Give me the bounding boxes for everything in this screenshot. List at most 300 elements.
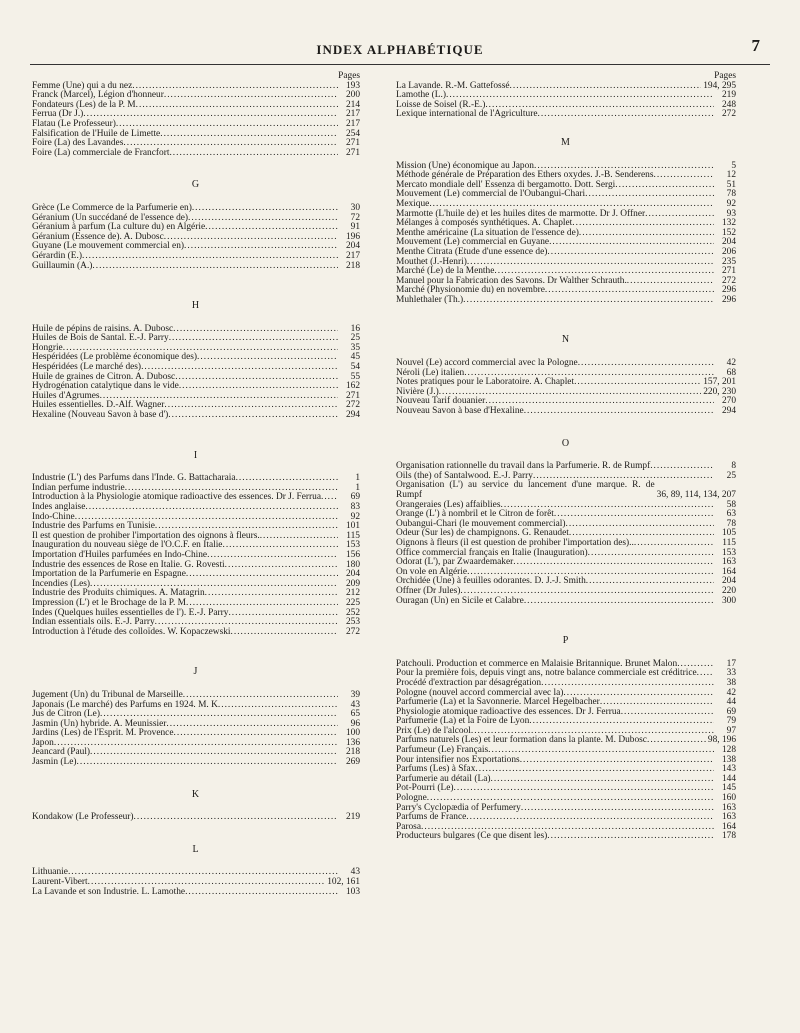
section-letter: H — [191, 300, 201, 312]
entry-pages: 214 — [345, 99, 360, 110]
entry-pages: 51 — [726, 179, 736, 190]
page-header — [30, 36, 770, 62]
entry-pages: 143 — [721, 764, 736, 775]
entry-title: Hespéridées (Le problème économique des) — [32, 352, 198, 363]
entry-pages: 217 — [345, 118, 360, 129]
entry-title: Marché (Physionomie du) en novembre — [396, 285, 545, 296]
leader-dots — [134, 813, 338, 823]
leader-dots — [164, 401, 338, 411]
entry-title: Organisation (L') au service du lancement d'une marque. R. de Rumpf — [396, 480, 655, 500]
index-entry — [32, 758, 360, 768]
entry-title: Huiles essentielles. D.-Alf. Wagner — [32, 400, 165, 411]
entry-title: Parfums de France — [396, 812, 467, 823]
entry-pages: 69 — [726, 706, 736, 717]
entry-title: Mission (Une) économique au Japon — [396, 160, 534, 171]
entry-pages: 254 — [345, 128, 360, 139]
entry-title: Mercato mondiale dell' Essenza di bergamotto. Dott. Sergi — [396, 179, 616, 190]
leader-dots — [697, 669, 714, 679]
entry-pages: 35 — [350, 342, 360, 353]
entry-title: Parfumerie (La) et la Savonnerie. Marcel Hegelbacher — [396, 697, 600, 708]
leader-dots — [645, 210, 714, 220]
entry-title: Gérardin (E.) — [32, 250, 82, 261]
entry-title: Orangeraies (Les) affaiblies — [396, 499, 501, 510]
entry-pages: 97 — [726, 725, 736, 736]
entry-title: La Lavande. R.-M. Gattefossé — [396, 80, 510, 91]
leader-dots — [168, 411, 338, 421]
entry-title: Loisse de Soisel (R.-E.) — [396, 99, 486, 110]
leader-dots — [650, 462, 714, 472]
leader-dots — [475, 765, 714, 775]
leader-dots — [90, 748, 338, 758]
entry-title: Méthode générale de Préparation des Ethers oxydes. J.-B. Senderens — [396, 170, 654, 181]
section-letter: P — [562, 635, 570, 647]
leader-dots — [192, 204, 338, 214]
entry-pages: 271 — [345, 147, 360, 158]
entry-pages: 65 — [350, 709, 360, 720]
entry-title: Huile de pépins de raisins. A. Dubosc — [32, 323, 174, 334]
entry-title: Odorat (L'), par Zwaardemaker — [396, 557, 514, 568]
leader-dots — [547, 832, 714, 842]
entry-title: Lexique international de l'Agriculture — [396, 109, 538, 120]
entry-title: Il est question de prohiber l'importation des oignons à fleurs. — [32, 530, 260, 541]
entry-pages: 204 — [721, 576, 736, 587]
index-entry — [396, 110, 736, 120]
entry-pages: 42 — [726, 687, 736, 698]
entry-pages: 136 — [345, 737, 360, 748]
entry-title: Indian essentials oils. E.-J. Parry — [32, 617, 155, 628]
entry-title: Indes (Quelques huiles essentielles de l'). E.-J. Parry — [32, 607, 229, 618]
entry-title: Introduction à la Physiologie atomique radioactive des essences. Dr J. Ferrua — [32, 492, 321, 503]
entry-pages: 271 — [721, 266, 736, 277]
entry-pages: 16 — [350, 323, 360, 334]
entry-title: Laurent-Vibert — [32, 877, 88, 888]
entry-pages: 102, 161 — [327, 877, 360, 888]
right-column — [396, 72, 736, 842]
entry-title: Nouvel (Le) accord commercial avec la Pologne — [396, 358, 578, 369]
entry-pages: 220, 230 — [703, 386, 736, 397]
leader-dots — [179, 382, 338, 392]
leader-dots — [164, 233, 338, 243]
entry-title: Ferrua (Dr J.) — [32, 109, 84, 120]
leader-dots — [446, 91, 714, 101]
entry-pages: 12 — [726, 170, 736, 181]
leader-dots — [83, 110, 338, 120]
entry-title: Huiles de Bois de Santal. E.-J. Parry — [32, 333, 169, 344]
pages-label: Pages — [338, 71, 360, 81]
entry-pages: 294 — [721, 406, 736, 417]
leader-dots — [169, 149, 338, 159]
entry-pages: 218 — [345, 260, 360, 271]
entry-title: Foire (La) des Lavandes — [32, 138, 124, 149]
leader-dots — [547, 248, 714, 258]
entry-title: La Lavande et son Industrie. L. Lamothe — [32, 886, 186, 897]
leader-dots — [579, 229, 714, 239]
entry-pages: 25 — [350, 333, 360, 344]
entry-pages: 101 — [345, 521, 360, 532]
entry-pages: 43 — [350, 699, 360, 710]
entry-pages: 92 — [726, 198, 736, 209]
entry-pages: 78 — [726, 518, 736, 529]
entry-title: Jasmin (Le) — [32, 757, 77, 768]
entry-pages: 217 — [345, 250, 360, 261]
entry-pages: 296 — [721, 294, 736, 305]
entry-title: Jus de Citron (Le) — [32, 709, 100, 720]
entry-pages: 269 — [345, 757, 360, 768]
leader-dots — [554, 510, 714, 520]
entry-pages: 270 — [721, 396, 736, 407]
index-entry — [396, 378, 736, 388]
leader-dots — [77, 758, 338, 768]
entry-title: Producteurs bulgares (Ce que disent les) — [396, 831, 548, 842]
leader-dots — [513, 558, 714, 568]
entry-pages: 164 — [721, 566, 736, 577]
entry-pages: 92 — [350, 511, 360, 522]
entry-title: Pologne (nouvel accord commercial avec la) — [396, 687, 564, 698]
entry-title: Mélanges à composés synthétiques. A. Chaplet — [396, 218, 573, 229]
entry-title: Nouveau Savon à base d'Hexaline — [396, 406, 524, 417]
entry-title: Lithuanie — [32, 867, 68, 878]
entry-pages: 72 — [350, 212, 360, 223]
leader-dots — [586, 577, 714, 587]
index-entry — [32, 748, 360, 758]
pages-label: Pages — [714, 71, 736, 81]
header-rule — [30, 64, 770, 65]
entry-pages: 55 — [350, 371, 360, 382]
entry-title: Parry's Cyclopædia of Perfumery — [396, 802, 521, 813]
section-letter: J — [193, 666, 199, 678]
entry-title: Foire (La) commerciale de Francfort — [32, 147, 170, 158]
leader-dots — [174, 729, 339, 739]
entry-title: Oubangui-Chari (le mouvement commercial) — [396, 518, 566, 529]
entry-title: Parfums (Les) à Sfax — [396, 764, 476, 775]
leader-dots — [136, 101, 338, 111]
entry-title: Fondateurs (Les) de la P. M — [32, 99, 136, 110]
entry-title: Muhlethaler (Th.) — [396, 294, 464, 305]
leader-dots — [54, 739, 338, 749]
section-letter: N — [561, 334, 571, 346]
index-entry — [32, 149, 360, 159]
entry-title: Pot-Pourri (Le) — [396, 783, 454, 794]
index-entry — [32, 729, 360, 739]
index-entry — [396, 407, 736, 417]
leader-dots — [166, 720, 338, 730]
entry-pages: 30 — [350, 202, 360, 213]
entry-pages: 132 — [721, 218, 736, 229]
entry-pages: 220 — [721, 585, 736, 596]
index-entry — [32, 503, 360, 513]
entry-pages: 200 — [345, 90, 360, 101]
index-entry — [32, 628, 360, 638]
entry-title: Parfumerie au détail (La) — [396, 773, 491, 784]
leader-dots — [205, 223, 338, 233]
entry-pages: 54 — [350, 362, 360, 373]
entry-title: Parfums naturels (Les) et leur formation dans la plante. M. Dubosc — [396, 735, 647, 746]
entry-pages: 252 — [345, 607, 360, 618]
entry-title: Patchouli. Production et commerce en Malaisie Britannique. Brunet Malon — [396, 658, 678, 669]
leader-dots — [529, 717, 714, 727]
leader-dots — [615, 181, 714, 191]
entry-title: Parosa — [396, 821, 421, 832]
index-entry — [396, 784, 736, 794]
entry-title: Hongrie — [32, 342, 63, 353]
entry-title: Incendies (Les) — [32, 578, 91, 589]
leader-dots — [228, 609, 338, 619]
entry-title: Mexique — [396, 198, 430, 209]
entry-title: Importation de la Parfumerie en Espagne — [32, 569, 186, 580]
section-letter: M — [561, 136, 571, 148]
entry-title: Jasmin (Un) hybride. A. Meunissier — [32, 718, 167, 729]
entry-pages: 300 — [721, 595, 736, 606]
leader-dots — [541, 679, 714, 689]
leader-dots — [634, 539, 714, 549]
entry-pages: 138 — [721, 754, 736, 765]
index-entry — [396, 597, 736, 607]
leader-dots — [236, 474, 338, 484]
leader-dots — [588, 549, 714, 559]
entry-pages: 178 — [721, 831, 736, 842]
entry-title: Importation d'Huiles parfumées en Indo-Chine — [32, 549, 208, 560]
entry-pages: 145 — [721, 783, 736, 794]
section-letter: G — [191, 179, 201, 191]
entry-title: Organisation rationnelle du travail dans la Parfumerie. R. de Rumpf — [396, 461, 651, 472]
entry-pages: 157, 201 — [703, 377, 736, 388]
entry-pages: 42 — [726, 358, 736, 369]
entry-pages: 36, 89, 114, 134, 207 — [656, 490, 736, 500]
entry-pages: 160 — [721, 793, 736, 804]
entry-pages: 98, 196 — [707, 735, 736, 746]
index-entry — [396, 832, 736, 842]
entry-title: Introduction à l'étude des colloïdes. W. Kopaczewski — [32, 626, 231, 637]
entry-pages: 219 — [721, 90, 736, 101]
leader-dots — [574, 378, 701, 388]
index-entry — [396, 481, 736, 500]
entry-pages: 193 — [345, 80, 360, 91]
entry-title: Ouragan (Un) en Sicile et Calabre — [396, 595, 524, 606]
leader-dots — [578, 359, 714, 369]
entry-title: Office commercial français en Italie (Inauguration) — [396, 547, 588, 558]
entry-title: Hexaline (Nouveau Savon à base d') — [32, 410, 169, 421]
entry-title: Parfumerie (La) et la Foire de Lyon — [396, 716, 530, 727]
leader-dots — [524, 407, 714, 417]
entry-pages: 163 — [721, 802, 736, 813]
entry-pages: 43 — [350, 867, 360, 878]
entry-title: Industrie des Produits chimiques. A. Matagrin — [32, 588, 205, 599]
leader-dots — [467, 258, 714, 268]
leader-dots — [207, 551, 338, 561]
leader-dots — [68, 868, 338, 878]
leader-dots — [231, 628, 338, 638]
entry-pages: 144 — [721, 773, 736, 784]
leader-dots — [537, 110, 714, 120]
page-number: 7 — [751, 36, 760, 55]
entry-pages: 153 — [345, 540, 360, 551]
index-entry — [32, 888, 360, 898]
entry-title: Oignons à fleurs (il est question de prohiber l'importation des).. — [396, 537, 634, 548]
leader-dots — [490, 775, 714, 785]
entry-title: Franck (Marcel), Légion d'honneur — [32, 90, 164, 101]
section-letter: O — [561, 437, 571, 449]
index-entry — [32, 334, 360, 344]
leader-dots — [188, 214, 338, 224]
leader-dots — [222, 541, 338, 551]
entry-pages: 25 — [726, 470, 736, 481]
entry-pages: 248 — [721, 99, 736, 110]
entry-title: Physiologie atomique radioactive des essences. Dr J. Ferrua — [396, 706, 621, 717]
leader-dots — [225, 561, 338, 571]
entry-pages: 272 — [345, 626, 360, 637]
entry-pages: 204 — [345, 241, 360, 252]
entry-title: Jardins (Les) de l'Esprit. M. Provence — [32, 728, 174, 739]
entry-title: Oils (the) of Santalwood. E.-J. Parry — [396, 470, 533, 481]
leader-dots — [184, 242, 338, 252]
leader-dots — [260, 532, 338, 542]
leader-dots — [521, 804, 714, 814]
entry-pages: 272 — [345, 400, 360, 411]
left-column — [32, 72, 360, 897]
section-letter: I — [193, 449, 199, 461]
entry-pages: 38 — [726, 677, 736, 688]
leader-dots — [85, 503, 338, 513]
leader-dots — [454, 784, 714, 794]
entry-title: Indo-Chine — [32, 511, 75, 522]
entry-title: Offner (Dr Jules) — [396, 585, 461, 596]
entry-pages: 163 — [721, 557, 736, 568]
entry-pages: 105 — [721, 528, 736, 539]
entry-pages: 296 — [721, 285, 736, 296]
entry-title: Inauguration du nouveau siège de l'O.C.F. en Italie — [32, 540, 223, 551]
entry-title: Kondakow (Le Professeur) — [32, 812, 134, 823]
entry-pages: 271 — [345, 138, 360, 149]
leader-dots — [653, 171, 714, 181]
index-entry — [396, 296, 736, 306]
entry-title: Huile de graines de Citron. A. Dubosc — [32, 371, 176, 382]
entry-title: Indian perfume industrie — [32, 482, 125, 493]
leader-dots — [92, 262, 338, 272]
entry-title: Femme (Une) qui a du nez — [32, 80, 133, 91]
entry-pages: 219 — [345, 812, 360, 823]
entry-title: Parfumeur (Le) Français — [396, 745, 489, 756]
entry-pages: 156 — [345, 549, 360, 560]
entry-title: Orchidée (Une) à feuilles odorantes. D. J.-J. Smith — [396, 576, 586, 587]
leader-dots — [218, 701, 338, 711]
entry-title: Industrie (L') des Parfums dans l'Inde. G. Battacharaia — [32, 473, 236, 484]
entry-pages: 180 — [345, 559, 360, 570]
entry-title: Pour la première fois, depuis vingt ans, notre balance commerciale est créditrice — [396, 668, 697, 679]
entry-title: Flatau (Le Professeur) — [32, 118, 116, 129]
entry-title: Jugement (Un) du Tribunal de Marseille — [32, 689, 183, 700]
entry-pages: 225 — [345, 597, 360, 608]
entry-title: Japon — [32, 737, 54, 748]
index-entry — [32, 262, 360, 272]
entry-pages: 33 — [726, 668, 736, 679]
entry-title: Menthe américaine (La situation de l'essence de) — [396, 227, 579, 238]
entry-pages: 217 — [345, 109, 360, 120]
entry-title: Guillaumin (A.) — [32, 260, 93, 271]
index-entry — [396, 82, 736, 92]
leader-dots — [463, 296, 714, 306]
entry-pages: 162 — [345, 381, 360, 392]
entry-title: Prix (Le) de l'alcool — [396, 725, 471, 736]
leader-dots — [205, 589, 338, 599]
leader-dots — [549, 238, 714, 248]
entry-title: On vole en Algérie — [396, 566, 468, 577]
entry-pages: 93 — [726, 208, 736, 219]
section-letter: K — [191, 788, 201, 800]
entry-pages: 272 — [721, 109, 736, 120]
entry-pages: 44 — [726, 697, 736, 708]
leader-dots — [466, 813, 714, 823]
entry-pages: 8 — [731, 461, 736, 472]
entry-pages: 271 — [345, 390, 360, 401]
entry-pages: 63 — [726, 509, 736, 520]
leader-dots — [321, 493, 338, 503]
entry-title: Marmotte (L'huile de) et les huiles dites de marmotte. Dr J. Offner — [396, 208, 646, 219]
entry-title: Orange (L') à nombril et le Citron de forêt — [396, 509, 554, 520]
entry-title: Grèce (Le Commerce de la Parfumerie en) — [32, 202, 192, 213]
leader-dots — [173, 325, 338, 335]
leader-dots — [621, 708, 714, 718]
entry-title: Marché (Le) de la Menthe — [396, 266, 495, 277]
entry-pages: 79 — [726, 716, 736, 727]
entry-pages: 1 — [355, 482, 360, 493]
entry-title: Géranium (Essence de). A. Dubosc — [32, 231, 164, 242]
leader-dots — [647, 736, 706, 746]
entry-pages: 45 — [350, 352, 360, 363]
leader-dots — [169, 334, 338, 344]
leader-dots — [572, 219, 714, 229]
entry-pages: 91 — [350, 222, 360, 233]
entry-pages: 83 — [350, 502, 360, 512]
entry-pages: 212 — [345, 588, 360, 599]
entry-title: Pologne — [396, 793, 427, 804]
index-entry — [396, 813, 736, 823]
leader-dots — [160, 130, 338, 140]
entry-pages: 163 — [721, 812, 736, 823]
entry-pages: 39 — [350, 689, 360, 700]
index-entry — [396, 190, 736, 200]
entry-title: Huiles d'Agrumes — [32, 390, 100, 401]
entry-pages: 128 — [721, 745, 736, 756]
entry-title: Nivière (J.) — [396, 386, 439, 397]
leader-dots — [524, 597, 714, 607]
entry-title: Impression (L') et le Brochage de la P. M — [32, 597, 186, 608]
entry-pages: 196 — [345, 231, 360, 242]
entry-pages: 294 — [345, 410, 360, 421]
entry-title: Jeancard (Paul) — [32, 747, 91, 758]
entry-pages: 253 — [345, 617, 360, 628]
leader-dots — [186, 570, 338, 580]
entry-title: Lamothe (L.) — [396, 90, 446, 101]
entry-pages: 235 — [721, 256, 736, 267]
section-letter: L — [192, 843, 200, 855]
entry-pages: 272 — [721, 275, 736, 286]
entry-title: Géranium à parfum (La culture du) en Algérie — [32, 222, 206, 233]
entry-title: Industrie des essences de Rose en Italie. G. Rovesti — [32, 559, 225, 570]
leader-dots — [82, 252, 338, 262]
entry-pages: 5 — [731, 160, 736, 171]
entry-pages: 164 — [721, 821, 736, 832]
entry-pages: 218 — [345, 747, 360, 758]
entry-title: Pour intensifier nos Exportations — [396, 754, 520, 765]
entry-pages: 17 — [726, 658, 736, 669]
leader-dots — [175, 373, 338, 383]
entry-pages: 78 — [726, 189, 736, 200]
entry-pages: 115 — [346, 530, 360, 541]
entry-title: Japonais (Le marché) des Parfums en 1924. M. K — [32, 699, 218, 710]
entry-title: Guyane (Le mouvement commercial en) — [32, 241, 185, 252]
entry-pages: 103 — [345, 886, 360, 897]
entry-pages: 115 — [722, 537, 736, 548]
